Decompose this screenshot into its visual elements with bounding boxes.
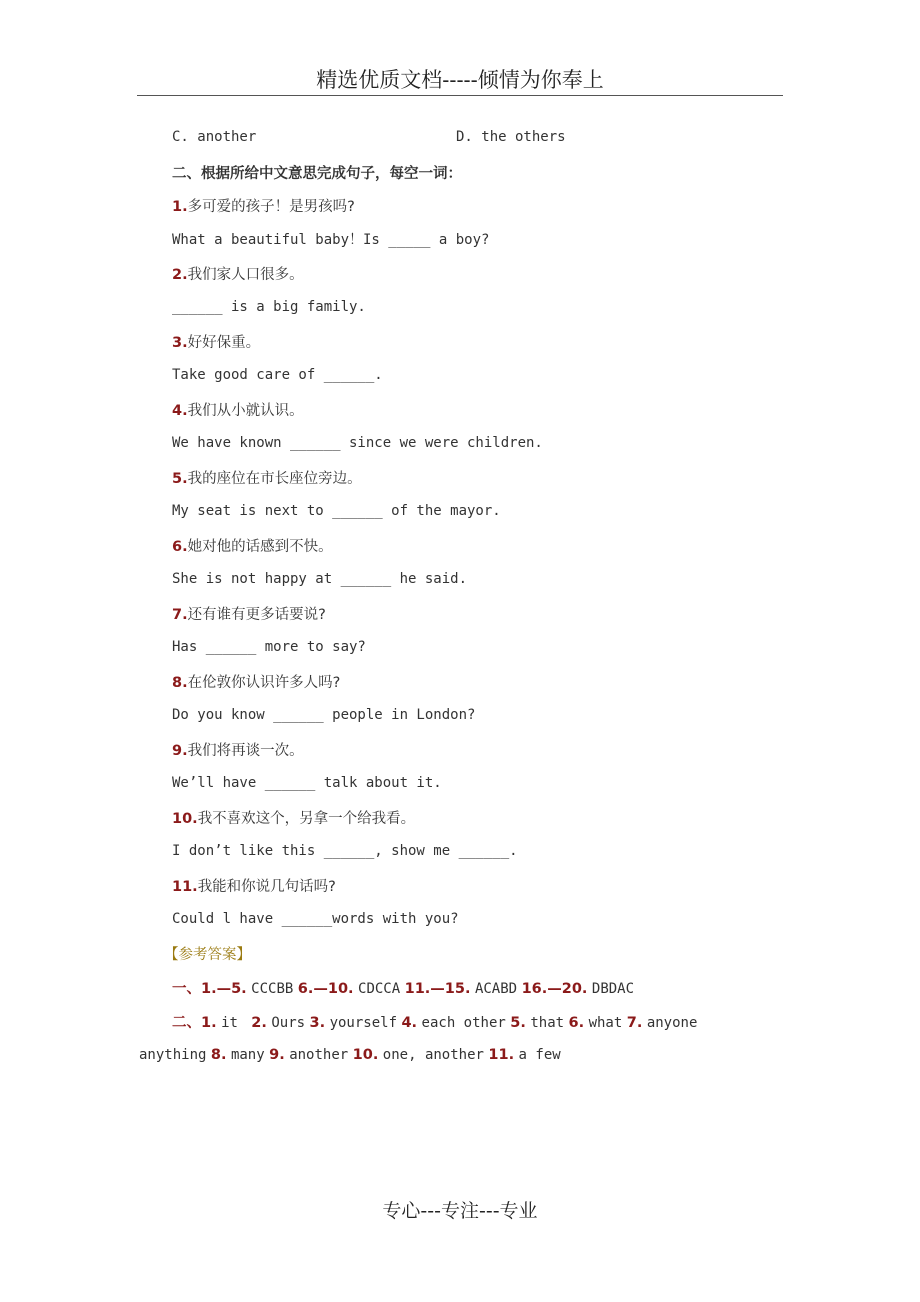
answer-value: CDCCA <box>358 981 401 997</box>
question-cn <box>172 195 355 216</box>
question-number: 11. <box>172 879 198 895</box>
question-cn <box>172 807 415 828</box>
answer-number: 7. <box>626 1015 643 1031</box>
question-en: She is not happy at ______ he said. <box>172 571 468 587</box>
question-en: Has ______ more to say? <box>172 639 366 655</box>
question-chinese: 我不喜欢这个，另拿一个给我看。 <box>197 811 416 827</box>
answer-number: 8. <box>210 1047 227 1063</box>
answers-part1 <box>172 977 634 998</box>
question-number: 2. <box>172 267 188 283</box>
page-footer: 专心---专注---专业 <box>382 1200 538 1222</box>
option-d: D. the others <box>456 129 566 145</box>
answers-title: 【参考答案】 <box>164 947 251 963</box>
answer-range: 6.—10. <box>297 981 354 997</box>
answer-number: 1. <box>201 1015 217 1031</box>
question-chinese: 还有谁有更多话要说? <box>187 607 326 623</box>
answer-number: 3. <box>309 1015 326 1031</box>
question-en: Do you know ______ people in London? <box>172 707 476 723</box>
question-en: Could l have ______words with you? <box>172 911 459 927</box>
question-en: ______ is a big family. <box>172 299 366 315</box>
answer-value: Ours <box>271 1015 306 1031</box>
question-number: 3. <box>172 335 188 351</box>
question-cn <box>172 739 304 760</box>
answer-number: 6. <box>568 1015 585 1031</box>
answer-value: DBDAC <box>591 981 635 997</box>
answer-range: 1.—5. <box>201 981 247 997</box>
question-chinese: 我们将再谈一次。 <box>187 743 304 759</box>
question-cn <box>172 671 340 692</box>
answer-number: 9. <box>269 1047 285 1063</box>
answer-number: 4. <box>401 1015 418 1031</box>
question-chinese: 我的座位在市长座位旁边。 <box>187 471 362 487</box>
question-number: 8. <box>172 675 188 691</box>
answers-part2-continued <box>139 1047 561 1063</box>
question-number: 5. <box>172 471 188 487</box>
answer-number: 10. <box>352 1047 379 1063</box>
question-en: Take good care of ______. <box>172 367 383 383</box>
question-number: 10. <box>172 811 198 827</box>
question-number: 4. <box>172 403 188 419</box>
question-cn <box>172 875 336 896</box>
answers-part1-label: 一、 <box>172 981 201 997</box>
page-header-title: 精选优质文档-----倾情为你奉上 <box>316 68 604 92</box>
question-en: What a beautiful baby！Is _____ a boy? <box>172 232 490 248</box>
answer-value: anyone <box>646 1015 698 1031</box>
question-chinese: 在伦敦你认识许多人吗? <box>187 675 341 691</box>
answer-value: a few <box>518 1047 561 1063</box>
question-chinese: 我们家人口很多。 <box>187 267 304 283</box>
question-number: 6. <box>172 539 188 555</box>
answer-value: ACABD <box>474 981 518 997</box>
answer-value: another <box>289 1047 349 1063</box>
question-cn <box>172 603 326 624</box>
question-cn <box>172 399 304 420</box>
answer-value: each other <box>421 1015 506 1031</box>
question-cn <box>172 535 333 556</box>
answer-range: 11.—15. <box>404 981 471 997</box>
answer-number: 5. <box>510 1015 526 1031</box>
question-chinese: 我能和你说几句话吗? <box>197 879 336 895</box>
answer-number: 11. <box>488 1047 515 1063</box>
question-number: 1. <box>172 199 188 215</box>
answers-part2 <box>172 1011 697 1032</box>
section-title: 二、根据所给中文意思完成句子，每空一词： <box>172 166 462 182</box>
question-chinese: 多可爱的孩子！是男孩吗? <box>187 199 355 215</box>
option-c: C. another <box>172 129 257 145</box>
question-chinese: 我们从小就认识。 <box>187 403 304 419</box>
answer-number: 2. <box>251 1015 267 1031</box>
question-chinese: 好好保重。 <box>187 335 261 351</box>
answer-value: anything <box>139 1047 207 1063</box>
question-cn <box>172 331 260 352</box>
question-number: 7. <box>172 607 188 623</box>
answer-value: that <box>530 1015 565 1031</box>
question-cn <box>172 263 304 284</box>
answer-range: 16.—20. <box>521 981 588 997</box>
answer-value: yourself <box>329 1015 398 1031</box>
question-en: We’ll have ______ talk about it. <box>172 775 442 791</box>
answer-value: what <box>588 1015 623 1031</box>
answer-value: it <box>221 1015 238 1031</box>
question-number: 9. <box>172 743 188 759</box>
question-chinese: 她对他的话感到不快。 <box>187 539 333 555</box>
answer-value: CCCBB <box>251 981 294 997</box>
answers-part2-label: 二、 <box>172 1015 201 1031</box>
question-en: I don’t like this ______, show me ______. <box>172 843 518 859</box>
question-en: We have known ______ since we were children. <box>172 435 543 451</box>
answer-value: one, another <box>382 1047 484 1063</box>
answer-value: many <box>230 1047 265 1063</box>
question-cn <box>172 467 362 488</box>
question-en: My seat is next to ______ of the mayor. <box>172 503 501 519</box>
header-divider <box>137 95 783 96</box>
